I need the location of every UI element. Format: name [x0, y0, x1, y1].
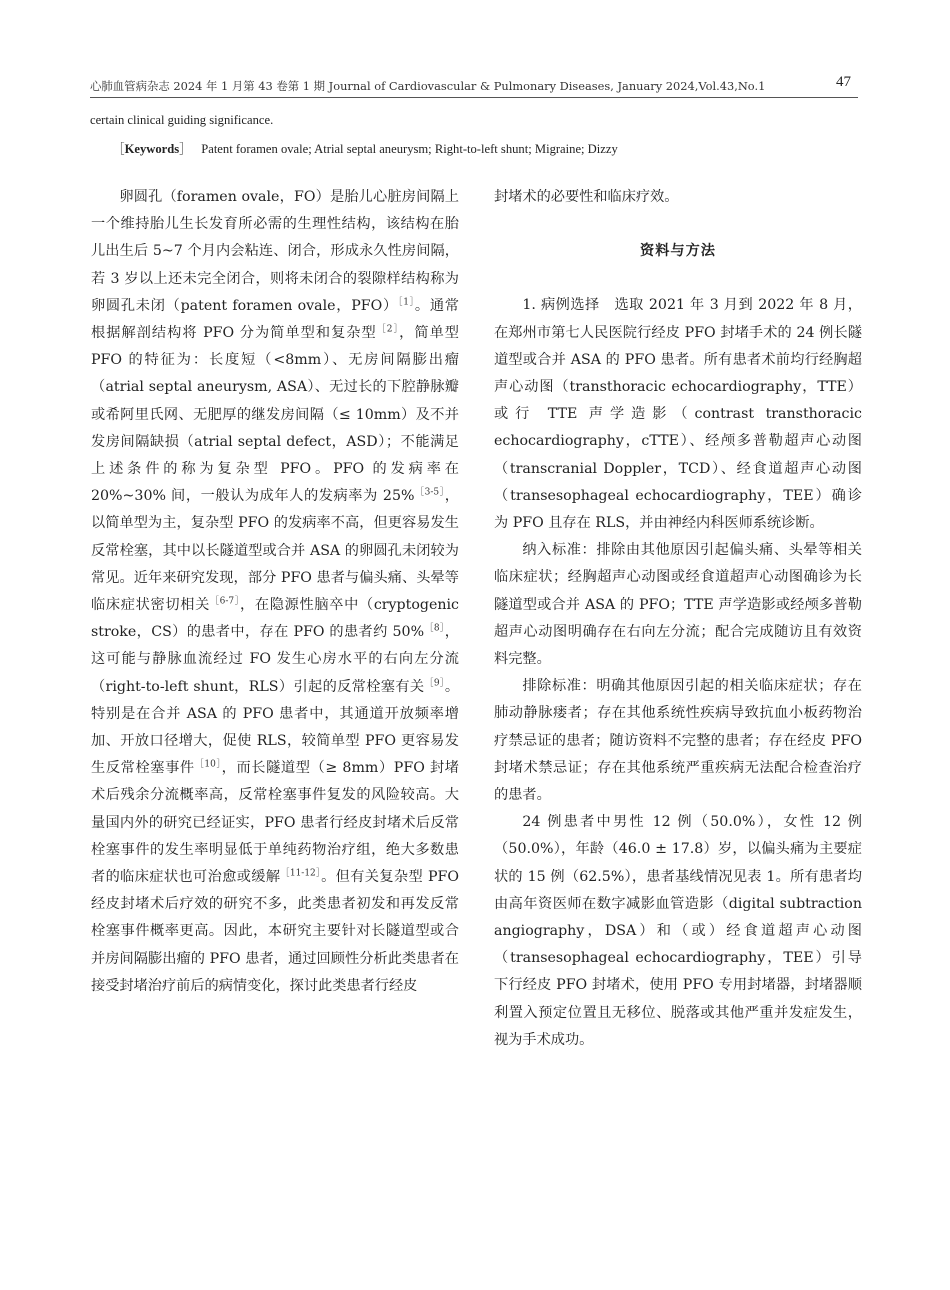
intro-text-b: 。通常根据解剖结构将 PFO 分为简单型和复杂型: [91, 297, 459, 342]
section-heading: 资料与方法: [640, 243, 716, 260]
case-selection-text: 选取 2021 年 3 月到 2022 年 8 月，在郑州市第七人民医院行经皮 PFO 封堵手术的 24 例长隧道型或合并 ASA 的 PFO 患者。所有患者术前均行经胸超声心动图（transthoracic echocardiography，TTE）或行 TTE 声学造影（contrast transthoracic echocardiography，cTTE）、经颅多普勒超声心动图（transcranial Doppler，TCD）、经食道超声心动图（transesophageal echocardiography，TEE）确诊为 PFO 且存在 RLS，并由神经内科医师系统诊断。: [494, 297, 862, 532]
citation: ［10］: [194, 759, 222, 770]
intro-text-c: ，简单型 PFO 的特征为：长度短（<8mm）、无房间隔膨出瘤（atrial septal aneurysm, ASA）、无过长的下腔静脉瓣或希阿里氏网、无肥厚的继发房间隔（≤ 10mm）及不并发房间隔缺损（atrial septal defect，ASD）；不能满足上述条件的称为复杂型 PFO。PFO 的发病率在 20%~30% 间，一般认为成年人的发病率为 25%: [91, 325, 459, 505]
citation: ［6-7］: [209, 596, 240, 607]
citation: ［2］: [376, 324, 400, 335]
patients-paragraph: 24 例患者中男性 12 例（50.0%），女性 12 例（50.0%），年龄（46.0 ± 17.8）岁，以偏头痛为主要症状的 15 例（62.5%），患者基线情况见表 1。所有患者均由高年资医师在数字减影血管造影（digital subtraction angiography，DSA）和（或）经食道超声心动图（transesophageal echocardiography，TEE）引导下行经皮 PFO 封堵术，使用 PFO 专用封堵器，封堵器顺利置入预定位置且无移位、脱落或其他严重并发症发生，视为手术成功。: [494, 814, 862, 1048]
page-number: 47: [836, 74, 851, 90]
keywords-label: Keywords: [124, 142, 180, 156]
citation: ［9］: [424, 677, 445, 688]
intro-text-a: 卵圆孔（foramen ovale，FO）是胎儿心脏房间隔上一个维持胎儿生长发育所必需的生理性结构，该结构在胎儿出生后 5~7 个月内会粘连、闭合，形成永久性房间隔，若 3 岁以上还未完全闭合，则将未闭合的裂隙样结构称为卵圆孔未闭（patent foramen ovale，PFO）: [91, 189, 459, 314]
header-divider: [90, 97, 858, 98]
intro-paragraph: [91, 184, 459, 1000]
citation: ［3-5］: [414, 487, 445, 498]
intro-text-f: ，这可能与静脉血流经过 FO 发生心房水平的右向左分流（right-to-left shunt，RLS）引起的反常栓塞有关: [91, 624, 459, 695]
keywords-line: [112, 138, 618, 157]
intro-text-i: 。但有关复杂型 PFO 经皮封堵术后疗效的研究不多，此类患者初发和再发反常栓塞事件概率更高。因此，本研究主要针对长隧道型或合并房间隔膨出瘤的 PFO 患者，通过回顾性分析此类患者在接受封堵治疗前后的病情变化，探讨此类患者行经皮: [91, 869, 459, 994]
exclusion-criteria-paragraph: 排除标准：明确其他原因引起的相关临床症状；存在肺动静脉瘘者；存在其他系统性疾病导致抗血小板药物治疗禁忌证的患者；随访资料不完整的患者；存在经皮 PFO 封堵术禁忌证；存在其他系统严重疾病无法配合检查治疗的患者。: [494, 678, 862, 804]
abstract-tail: certain clinical guiding significance.: [90, 113, 274, 127]
subsection-label: 1. 病例选择: [522, 297, 600, 314]
left-column: [91, 184, 459, 1000]
inclusion-criteria-paragraph: 纳入标准：排除由其他原因引起偏头痛、头晕等相关临床症状；经胸超声心动图或经食道超声心动图确诊为长隧道型或合并 ASA 的 PFO；TTE 声学造影或经颅多普勒超声心动图明确存在右向左分流；配合完成随访且有效资料完整。: [494, 542, 862, 668]
intro-text-g: 。特别是在合并 ASA 的 PFO 患者中，其通道开放频率增加、开放口径增大，促使 RLS，较简单型 PFO 更容易发生反常栓塞事件: [91, 678, 460, 777]
citation: ［8］: [424, 623, 445, 634]
intro-text-e: ，在隐源性脑卒中（cryptogenic stroke，CS）的患者中，存在 PFO 的患者约 50%: [91, 597, 459, 641]
case-selection-paragraph: [494, 292, 862, 537]
keywords-close-bracket: ］: [179, 142, 192, 156]
intro-text-h: ，而长隧道型（≥ 8mm）PFO 封堵术后残余分流概率高，反常栓塞事件复发的风险较高。大量国内外的研究已经证实，PFO 患者行经皮封堵术后反常栓塞事件的发生率明显低于单纯药物治疗组，绝大多数患者的临床症状也可治愈或缓解: [91, 760, 459, 886]
citation: ［11-12］: [280, 868, 322, 879]
keywords-text: Patent foramen ovale; Atrial septal aneurysm; Right-to-left shunt; Migraine; Dizzy: [201, 142, 618, 156]
intro-text-d: ，以简单型为主，复杂型 PFO 的发病率不高，但更容易发生反常栓塞，其中以长隧道型或合并 ASA 的卵圆孔未闭较为常见。近年来研究发现，部分 PFO 患者与偏头痛、头晕等临床症状密切相关: [91, 488, 459, 614]
running-header: 心肺血管病杂志 2024 年 1 月第 43 卷第 1 期 Journal of Cardiovascular & Pulmonary Diseases, January 2024,Vol.43,No.1: [90, 79, 766, 93]
intro-continuation: 封堵术的必要性和临床疗效。: [494, 189, 679, 205]
right-column: [494, 184, 862, 1054]
keywords-open-bracket: ［: [112, 142, 125, 156]
citation: ［1］: [397, 297, 415, 308]
